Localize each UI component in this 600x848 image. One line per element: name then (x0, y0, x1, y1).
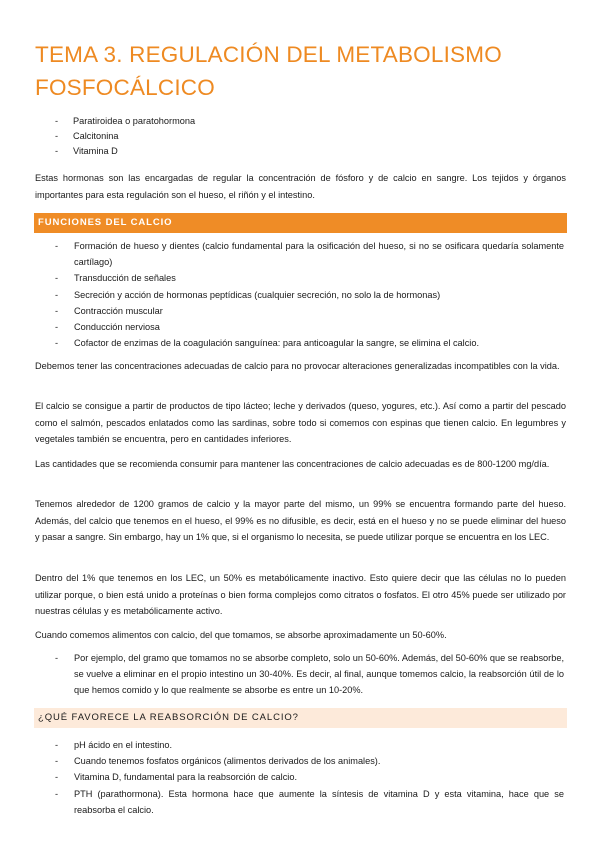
paragraph-recommended-intake: Las cantidades que se recomienda consumir para mantener las concentraciones de calcio adecuadas es de 800-1200 mg/día. (35, 459, 550, 469)
page-title (35, 38, 575, 104)
hormone-list (0, 114, 600, 160)
list-item: - Formación de hueso y dientes (calcio fundamental para la osificación del hueso, si no se osificara quedaría solamente cartílago) (55, 241, 564, 268)
list-item: - Calcitonina (55, 131, 119, 142)
intro-paragraph: Estas hormonas son las encargadas de regular la concentración de fósforo y de calcio en sangre. Los tejidos y órganos importantes para esta regulación son el hueso, el riñón y el intestino. (35, 173, 566, 200)
section-heading-functions: FUNCIONES DEL CALCIO (34, 213, 567, 233)
reabsorption-list (0, 737, 600, 818)
list-item: - Vitamina D (55, 146, 118, 157)
list-item: - Por ejemplo, del gramo que tomamos no se absorbe completo, solo un 50-60%. Además, del 50-60% que se reabsorbe, se vuelve a eliminar en el propio intestino un 30-40%. Es decir, al final, aunque tomemos calcio, la reabsorción útil de lo que hemos comido y lo que realmente se absorbe es entre un 10-20%. (55, 653, 564, 696)
list-item: - Contracción muscular (55, 305, 163, 316)
list-item: - Transducción de señales (55, 273, 176, 284)
list-item: - Cuando tenemos fosfatos orgánicos (alimentos derivados de los animales). (55, 756, 381, 767)
paragraph-concentrations: Debemos tener las concentraciones adecuadas de calcio para no provocar alteraciones generalizadas incompatibles con la vida. (35, 361, 560, 371)
list-item: - Cofactor de enzimas de la coagulación sanguínea: para anticoagular la sangre, se elimina el calcio. (55, 338, 480, 349)
section-heading-reabsorption: ¿QUÉ FAVORECE LA REABSORCIÓN DE CALCIO? (34, 708, 567, 728)
paragraph-absorption: Cuando comemos alimentos con calcio, del que tomamos, se absorbe aproximadamente un 50-60%. (35, 630, 447, 640)
list-item: - Paratiroidea o paratohormona (55, 116, 196, 126)
paragraph-body-calcium: Tenemos alrededor de 1200 gramos de calcio y la mayor parte del mismo, un 99% se encuentra formando parte del hueso. Además, del calcio que tenemos en el hueso, el 99% es no difusible, es decir, está en el hueso y no se puede eliminar del hueso y pasar a sangre. Sin embargo, hay un 1% que, si el organismo lo necesita, se puede utilizar porque se encuentra en los LEC. (35, 499, 566, 542)
list-item: - Secreción y acción de hormonas peptídicas (cualquier secreción, no solo la de hormonas) (55, 289, 441, 300)
list-item: - PTH (parathormona). Esta hormona hace que aumente la síntesis de vitamina D y esta vitamina, hace que se reabsorba el calcio. (55, 788, 564, 815)
title-line-2: FOSFOCÁLCICO (35, 75, 215, 100)
paragraph-sources: El calcio se consigue a partir de productos de tipo lácteo; leche y derivados (queso, yogures, etc.). Así como a partir del pescado como el salmón, pescados enlatados como las sardinas, sobre todo si comemos con espinas que tienen calcio. En legumbres y vegetales también se encuentra, pero en cantidades inferiores. (35, 401, 566, 444)
paragraph-lec: Dentro del 1% que tenemos en los LEC, un 50% es metabólicamente inactivo. Esto quiere decir que las células no lo pueden utilizar porque, o bien está unido a proteínas o bien forma complejos como citratos o fosfatos. El otro 45% puede ser utilizado por nuestras células y es metabólicamente activo. (35, 573, 566, 616)
title-line-1: TEMA 3. REGULACIÓN DEL METABOLISMO (35, 42, 502, 67)
absorption-example-list (0, 650, 600, 699)
list-item: - Conducción nerviosa (55, 322, 160, 333)
list-item: - Vitamina D, fundamental para la reabsorción de calcio. (55, 772, 298, 783)
functions-list (0, 238, 600, 351)
list-item: - pH ácido en el intestino. (55, 740, 173, 750)
